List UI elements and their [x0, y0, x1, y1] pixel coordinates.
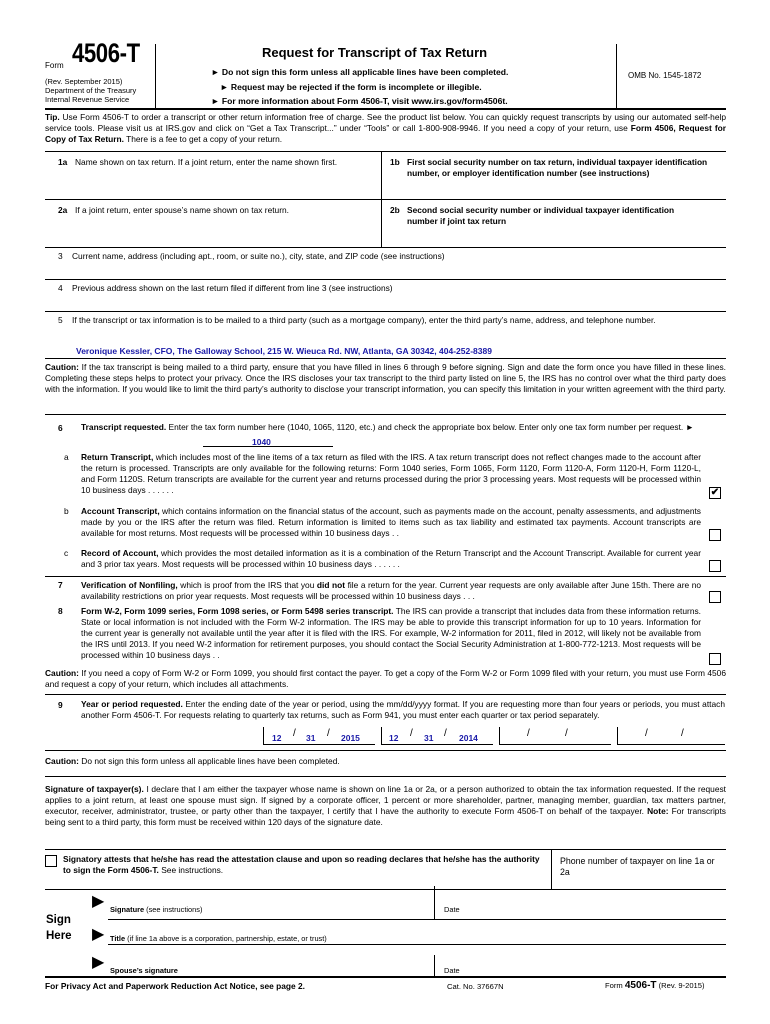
line-5-number: 5	[58, 315, 63, 325]
catalog-number: Cat. No. 37667N	[447, 982, 504, 991]
attestation-bold: Signatory attests that he/she has read the attestation clause and upon so reading declares that he/she has the authority to sign the Form 4506-T.	[63, 854, 540, 875]
period-1-day[interactable]: 31	[306, 733, 316, 743]
return-transcript-checkbox[interactable]: ✔	[710, 487, 720, 498]
line-4-number: 4	[58, 283, 63, 293]
line-6c-letter: c	[64, 548, 69, 558]
account-transcript-checkbox[interactable]	[709, 529, 721, 541]
date-slash: /	[293, 728, 296, 739]
sign-word: Sign	[46, 914, 71, 926]
attestation-text	[63, 854, 543, 876]
nonfiling-label: Verification of Nonfiling,	[81, 580, 178, 590]
line-4-label: Previous address shown on the last return filed if different from line 3 (see instructions)	[72, 283, 393, 293]
nonfiling-did-not: did not	[316, 580, 346, 590]
date-divider	[434, 886, 435, 919]
caution-label: Caution:	[45, 668, 79, 678]
line-1a-number: 1a	[58, 157, 68, 167]
nonfiling-text-1: which is proof from the IRS that you	[177, 580, 317, 590]
footer-rule	[45, 976, 726, 978]
record-of-account-checkbox[interactable]	[709, 560, 721, 572]
rule	[45, 279, 726, 280]
period-2-underline	[381, 744, 493, 745]
leader-dots: . .	[391, 527, 399, 538]
account-transcript-label: Account Transcript,	[81, 506, 160, 516]
tip-tail: There is a fee to get a copy of your return.	[123, 133, 283, 144]
caution-text: If you need a copy of Form W-2 or Form 1099, you should first contact the payer. To get a copy of the Form W-2 or Form 1099 filed with your return, you must use Form 4506 and request a copy of your return, which includes all attachments.	[45, 668, 726, 689]
line-6-label	[81, 422, 725, 433]
signature-label: Signature	[110, 905, 145, 914]
line-6a-letter: a	[64, 452, 69, 462]
w2-transcript-text	[81, 606, 701, 661]
tip-form-reference: Form 4506, Request for Copy of Tax Return.	[45, 122, 726, 144]
tip-text: Use Form 4506-T to order a transcript or other return information free of charge. See the product list below. You can quickly request transcripts by using our automated self-help service tools. Please visit us at IRS.gov and click on “Get a Tax Transcript...” under “Tools” or call 1-800-908-9946. If you need a copy of your return, use	[45, 112, 726, 133]
date-slash: /	[327, 728, 330, 739]
agency-name: Internal Revenue Service	[45, 95, 130, 104]
year-period-text	[81, 699, 725, 721]
footer-form-id	[605, 980, 705, 993]
period-1-left-border	[263, 727, 264, 744]
instruction-bullet-2: ► Request may be rejected if the form is incomplete or illegible.	[220, 82, 482, 92]
line-2a-label: If a joint return, enter spouse’s name shown on tax return.	[75, 205, 289, 215]
leader-dots: . . . . . .	[148, 484, 174, 495]
date-slash: /	[527, 728, 530, 739]
line-3-number: 3	[58, 251, 63, 261]
tax-form-number-field[interactable]: 1040	[252, 437, 271, 447]
form-label: Form	[45, 61, 64, 70]
rule	[45, 199, 726, 200]
period-1-underline	[263, 744, 375, 745]
signature-declaration-text: I declare that I am either the taxpayer whose name is shown on line 1a or 2a, or a person authorized to obtain the tax information requested. If the request applies to a joint return, at least one spouse must sign. If signed by a corporate officer, 1 percent or more shareholder, partner, managing member, guardian, tax matters partner, executor, receiver, administrator, trustee, or party other than the taxpayer, I certify that I have the authority to execute Form 4506-T on behalf of the taxpayer.	[45, 784, 726, 816]
arrow-icon: ▶	[92, 954, 105, 971]
rule	[45, 889, 726, 890]
signature-declaration	[45, 784, 726, 828]
footer-form-word: Form	[605, 981, 623, 990]
caution-text: Do not sign this form unless all applicable lines have been completed.	[78, 756, 340, 766]
here-word: Here	[46, 929, 72, 942]
nonfiling-checkbox[interactable]	[709, 591, 721, 603]
period-2-year[interactable]: 2014	[459, 733, 478, 743]
period-3-underline	[499, 744, 611, 745]
signature-declaration-label: Signature of taxpayer(s).	[45, 784, 144, 794]
year-period-description: Enter the ending date of the year or period, using the mm/dd/yyyy format. If you are requesting more than four years or periods, you must attach another Form 4506-T. For requests relating to quarterly tax returns, such as Form 941, you must enter each quarter or tax period separately.	[81, 699, 725, 720]
arrow-icon: ▶	[92, 926, 105, 943]
leader-dots: . .	[212, 649, 220, 660]
department-name: Department of the Treasury	[45, 86, 137, 95]
w2-transcript-description: The IRS can provide a transcript that includes data from these information returns. State or local information is not included with the Form W-2 information. The IRS may be able to provide this transcript information for up to 10 years. Information for the current year is generally not available until the year after it is filed with the IRS. For example, W-2 information for 2011, filed in 2012, will likely not be available from the IRS until 2013. If you need W-2 information for retirement purposes, you should contact the Social Security Administration at 1-800-772-1213. Most requests will be processed within 10 business days	[81, 606, 701, 660]
line-6b-letter: b	[64, 506, 69, 516]
rule	[45, 776, 726, 777]
signature-rule	[108, 919, 726, 920]
date-slash: /	[410, 728, 413, 739]
privacy-notice: For Privacy Act and Paperwork Reduction Act Notice, see page 2.	[45, 981, 306, 991]
caution-label: Caution:	[45, 362, 79, 372]
line-9-number: 9	[58, 700, 63, 710]
rule	[45, 358, 726, 359]
line-6-number: 6	[58, 423, 63, 433]
instruction-bullet-3: ► For more information about Form 4506-T, visit www.irs.gov/form4506t.	[211, 96, 508, 106]
return-transcript-description: which includes most of the line items of a tax return as filed with the IRS. A tax return transcript does not reflect changes made to the account after the return is processed. Transcripts are only available for the following returns: Form 1040 series, Form 1065, Form 1120, Form 1120-A, Form 1120-H, Form 1120-L, and Form 1120S. Return transcripts are available for the current year and returns processed during the prior 3 processing years. Most requests will be processed within 10 business days	[81, 452, 701, 495]
tip-label: Tip.	[45, 112, 60, 122]
record-of-account-text	[81, 548, 701, 570]
header-divider-left	[155, 44, 156, 108]
phone-divider	[551, 849, 552, 889]
signature-note: (see instructions)	[144, 905, 203, 914]
record-of-account-description: which provides the most detailed information as it is a combination of the Return Transcript and the Account Transcript. Available for current year and 3 prior tax years. Most requests will be processed within 10 business days	[81, 548, 701, 569]
line-1b-label: First social security number on tax return, individual taxpayer identification number, or employer identification number (see instructions)	[407, 157, 708, 178]
period-2-month[interactable]: 12	[389, 733, 399, 743]
note-text: For transcripts being sent to a third party, this form must be received within 120 days of the signature date.	[45, 805, 726, 827]
header-rule	[45, 108, 726, 110]
line-8-number: 8	[58, 606, 63, 616]
period-4-left-border	[617, 727, 618, 744]
form-revision-block	[45, 77, 136, 104]
account-transcript-text	[81, 506, 701, 539]
revision-date: (Rev. September 2015)	[45, 77, 123, 86]
header-divider-right	[616, 44, 617, 108]
account-transcript-description: which contains information on the financial status of the account, such as payments made on the account, penalty assessments, and adjustments made by you or the IRS after the return was filed. Return information is limited to items such as tax liability and estimated tax payments. Account transcripts are available for most returns. Most requests will be processed within 10 business days	[81, 506, 701, 538]
date-label: Date	[444, 966, 460, 975]
line-3-label: Current name, address (including apt., room, or suite no.), city, state, and ZIP code (see instructions)	[72, 251, 445, 261]
footer-revision: (Rev. 9-2015)	[658, 981, 705, 990]
date-slash: /	[681, 728, 684, 739]
note-label: Note:	[647, 805, 669, 816]
return-transcript-label: Return Transcript,	[81, 452, 154, 462]
rule	[45, 247, 726, 248]
w2-transcript-label: Form W-2, Form 1099 series, Form 1098 series, or Form 5498 series transcript.	[81, 606, 394, 616]
rule	[45, 750, 726, 751]
title-label-wrap	[110, 934, 327, 943]
transcript-requested-label: Transcript requested.	[81, 422, 167, 432]
line-1a-label: Name shown on tax return. If a joint return, enter the name shown first.	[75, 157, 338, 167]
form-title: Request for Transcript of Tax Return	[262, 45, 488, 60]
nonfiling-text	[81, 580, 701, 602]
transcript-requested-text: Enter the tax form number here (1040, 1065, 1120, etc.) and check the appropriate box below. Enter only one tax form number per request. ►	[166, 422, 694, 432]
spouse-signature-label: Spouse’s signature	[110, 966, 178, 975]
period-4-underline	[617, 744, 725, 745]
phone-label: Phone number of taxpayer on line 1a or 2a	[560, 856, 715, 878]
title-rule	[108, 944, 726, 945]
rule	[45, 849, 726, 850]
sign-here-label	[46, 913, 72, 944]
caution-third-party	[45, 362, 726, 395]
date-slash: /	[565, 728, 568, 739]
title-label: Title	[110, 934, 126, 943]
attestation-tail: See instructions.	[158, 864, 224, 875]
date-divider	[434, 955, 435, 976]
arrow-icon: ▶	[92, 893, 105, 910]
year-period-label: Year or period requested.	[81, 699, 183, 709]
rule	[45, 311, 726, 312]
leader-dots: . . . . . .	[374, 558, 400, 569]
period-1-year[interactable]: 2015	[341, 733, 360, 743]
tip-paragraph	[45, 112, 726, 145]
caution-sign	[45, 756, 726, 767]
form-number: 4506-T	[72, 38, 140, 68]
rule	[45, 151, 726, 152]
line-1b-number: 1b	[390, 157, 400, 167]
line-7-number: 7	[58, 580, 63, 590]
omb-number: OMB No. 1545-1872	[628, 71, 702, 80]
period-3-left-border	[499, 727, 500, 744]
w2-transcript-checkbox[interactable]	[709, 653, 721, 665]
period-1-month[interactable]: 12	[272, 733, 282, 743]
rule	[45, 576, 726, 577]
period-2-day[interactable]: 31	[424, 733, 434, 743]
record-of-account-label: Record of Account,	[81, 548, 159, 558]
third-party-field[interactable]: Veronique Kessler, CFO, The Galloway School, 215 W. Wieuca Rd. NW, Atlanta, GA 30342, 404-252-8389	[76, 346, 492, 356]
attestation-checkbox[interactable]	[45, 855, 57, 867]
period-2-left-border	[381, 727, 382, 744]
caution-text: If the tax transcript is being mailed to a third party, ensure that you have filled in lines 6 through 9 before signing. Sign and date the form once you have filled in these lines. Completing these steps helps to protect your privacy. Once the IRS discloses your tax transcript to the third party listed on line 5, the IRS has no control over what the third party does with the information. If you would like to limit the third party’s authority to disclose your transcript information, you can specify this limitation in your written agreement with the third party.	[45, 362, 726, 394]
line-2a-number: 2a	[58, 205, 68, 215]
caution-label: Caution:	[45, 756, 79, 766]
instruction-bullet-1: ► Do not sign this form unless all applicable lines have been completed.	[211, 67, 509, 77]
leader-dots: . . .	[463, 590, 475, 601]
footer-form-number: 4506-T	[624, 980, 657, 991]
caution-w2	[45, 668, 726, 690]
date-label: Date	[444, 905, 460, 914]
signature-label-wrap	[110, 905, 202, 914]
line-2b-number: 2b	[390, 205, 400, 215]
nonfiling-text-2: file a return for the year. Current year requests are only available after June 15th. There are no availability restrictions on prior year requests. Most requests will be processed within 10 business days	[81, 580, 702, 601]
date-slash: /	[645, 728, 648, 739]
line-2b-label: Second social security number or individual taxpayer identification number if joint tax return	[407, 205, 675, 226]
date-slash: /	[444, 728, 447, 739]
rule	[45, 414, 726, 415]
return-transcript-text	[81, 452, 701, 496]
title-note: (if line 1a above is a corporation, partnership, estate, or trust)	[125, 934, 327, 943]
line-5-label: If the transcript or tax information is to be mailed to a third party (such as a mortgage company), enter the third party’s name, address, and telephone number.	[72, 315, 656, 325]
rule	[45, 694, 726, 695]
